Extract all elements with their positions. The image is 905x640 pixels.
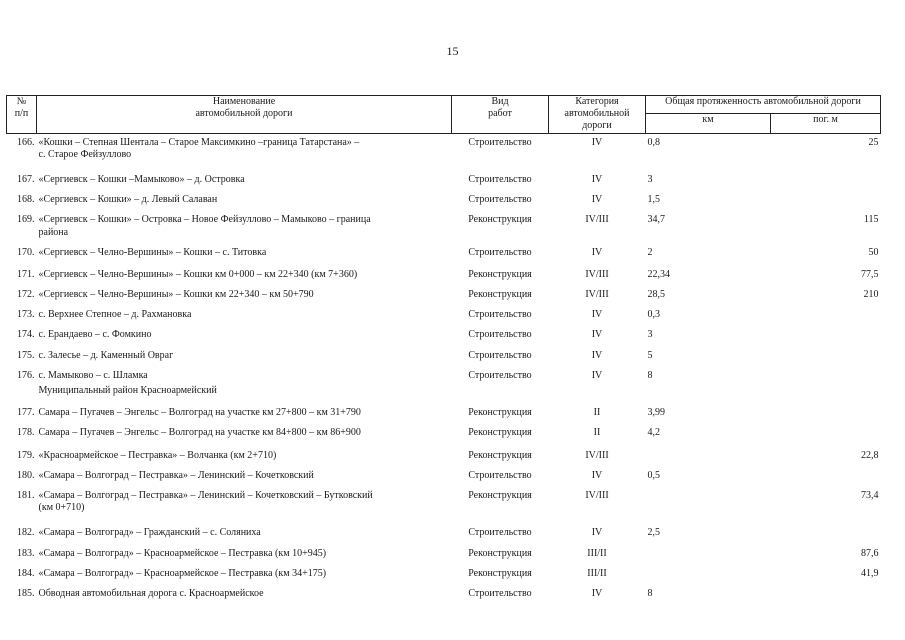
row-num: 167.: [17, 173, 35, 185]
row-num: 180.: [17, 469, 35, 481]
row-num: 175.: [17, 349, 35, 361]
row-km: 0,5: [647, 469, 660, 481]
row-num: 182.: [17, 527, 35, 539]
row-name: «Самара – Волгоград» – Гражданский – с. Соляниха: [38, 527, 261, 539]
row-name: Самара – Пугачев – Энгельс – Волгоград на участке км 27+800 – км 31+790: [38, 407, 361, 419]
row-name: Обводная автомобильная дорога с. Красноармейское: [38, 587, 264, 599]
table-row: [7, 321, 881, 341]
table-header: [7, 96, 881, 134]
row-num: 166.: [17, 136, 35, 148]
row-type: Строительство: [468, 369, 532, 381]
row-type: Реконструкция: [468, 427, 532, 439]
row-num: 183.: [17, 547, 35, 559]
row-name: «Сергиевск – Кошки» – Островка – Новое Фейзуллово – Мамыково – граница района: [38, 214, 371, 238]
row-type: Строительство: [468, 136, 532, 148]
table-row: [7, 440, 881, 462]
row-km: 2: [647, 246, 653, 258]
row-category: IV: [591, 136, 603, 148]
row-category: IV/III: [585, 489, 609, 501]
table-row: [7, 514, 881, 539]
header-type: Вид работ: [452, 96, 549, 134]
row-category: IV/III: [585, 289, 609, 301]
row-km: 0,8: [647, 136, 660, 148]
row-category: IV: [591, 246, 603, 258]
row-category: IV: [591, 469, 603, 481]
row-category: IV: [591, 173, 603, 185]
section-spacer: [7, 382, 37, 397]
row-type: Реконструкция: [468, 268, 532, 280]
row-km: 4,2: [647, 427, 660, 439]
row-type: Строительство: [468, 194, 532, 206]
row-name: «Самара – Волгоград» – Красноармейское – Пестравка (км 34+175): [38, 567, 327, 579]
row-category: IV/III: [585, 268, 609, 280]
row-category: II: [593, 427, 601, 439]
row-name: с. Верхнее Степное – д. Рахмановка: [38, 309, 192, 321]
row-km: [646, 482, 771, 514]
row-num: 185.: [17, 587, 35, 599]
row-type: Строительство: [468, 246, 532, 258]
row-num: 176.: [17, 369, 35, 381]
row-km: 28,5: [647, 289, 665, 301]
row-type: Реконструкция: [468, 567, 532, 579]
row-category: III/II: [587, 567, 607, 579]
row-m: [771, 580, 881, 600]
row-num: 171.: [17, 268, 35, 280]
row-category: IV/III: [585, 449, 609, 461]
row-km: 2,5: [647, 527, 660, 539]
table-row: [7, 560, 881, 580]
section-row: [7, 382, 881, 397]
row-name: «Самара – Волгоград – Пестравка» – Ленинский – Кочетковский: [38, 469, 314, 481]
row-km: 8: [647, 587, 653, 599]
row-category: IV: [591, 369, 603, 381]
table-row: [7, 397, 881, 419]
table-row: [7, 186, 881, 206]
table-row: [7, 540, 881, 560]
table-row: [7, 419, 881, 439]
table-row: [7, 482, 881, 514]
row-m: 115: [863, 214, 879, 226]
row-name: «Красноармейское – Пестравка» – Волчанка (км 2+710): [38, 449, 277, 461]
row-category: IV: [591, 349, 603, 361]
row-km: [646, 440, 771, 462]
row-name: Самара – Пугачев – Энгельс – Волгоград на участке км 84+800 – км 86+900: [38, 427, 361, 439]
row-num: 177.: [17, 407, 35, 419]
row-num: 170.: [17, 246, 35, 258]
row-name: «Кошки – Степная Шентала – Старое Максимкино –граница Татарстана» – с. Старое Фейзуллово: [38, 136, 360, 160]
table-row: [7, 259, 881, 281]
row-km: [646, 540, 771, 560]
row-num: 184.: [17, 567, 35, 579]
row-m: [771, 514, 881, 539]
header-name: Наименование автомобильной дороги: [37, 96, 452, 134]
row-m: 25: [868, 136, 879, 148]
table-row: [7, 281, 881, 301]
row-m: [771, 186, 881, 206]
row-type: Реконструкция: [468, 547, 532, 559]
row-name: «Самара – Волгоград» – Красноармейское – Пестравка (км 10+945): [38, 547, 327, 559]
row-km: 8: [647, 369, 653, 381]
row-name: «Сергиевск – Челно-Вершины» – Кошки – с. Титовка: [38, 246, 267, 258]
row-num: 168.: [17, 194, 35, 206]
row-type: Строительство: [468, 469, 532, 481]
row-category: III/II: [587, 547, 607, 559]
table-row: [7, 580, 881, 600]
row-m: [771, 397, 881, 419]
row-m: 41,9: [861, 567, 879, 579]
table-row: [7, 342, 881, 362]
row-m: [771, 342, 881, 362]
header-length: Общая протяженность автомобильной дороги: [646, 96, 881, 114]
row-type: Строительство: [468, 329, 532, 341]
row-m: 87,6: [861, 547, 879, 559]
row-km: 3: [647, 329, 653, 341]
table-row: [7, 239, 881, 259]
table-row: [7, 462, 881, 482]
row-m: 77,5: [861, 268, 879, 280]
roads-table: [6, 95, 881, 600]
row-name: с. Залесье – д. Каменный Овраг: [38, 349, 174, 361]
row-m: [771, 462, 881, 482]
section-title: Муниципальный район Красноармейский: [38, 385, 217, 396]
header-m: пог. м: [771, 114, 881, 133]
row-m: [771, 301, 881, 321]
row-category: IV: [591, 527, 603, 539]
row-category: II: [593, 407, 601, 419]
header-category: Категория автомобильной дороги: [549, 96, 646, 134]
row-category: IV/III: [585, 214, 609, 226]
row-type: Строительство: [468, 173, 532, 185]
table-row: [7, 133, 881, 161]
row-m: [771, 419, 881, 439]
row-km: 5: [647, 349, 653, 361]
row-m: 22,8: [861, 449, 879, 461]
row-num: 173.: [17, 309, 35, 321]
header-num: № п/п: [7, 96, 37, 134]
table-row: [7, 161, 881, 186]
row-km: 3: [647, 173, 653, 185]
row-name: с. Ерандаево – с. Фомкино: [38, 329, 152, 341]
row-num: 181.: [17, 489, 35, 501]
row-category: IV: [591, 194, 603, 206]
row-m: [771, 321, 881, 341]
row-m: 50: [868, 246, 879, 258]
row-km: [646, 560, 771, 580]
row-num: 172.: [17, 289, 35, 301]
row-type: Строительство: [468, 349, 532, 361]
row-km: 0,3: [647, 309, 660, 321]
row-type: Реконструкция: [468, 489, 532, 501]
row-category: IV: [591, 329, 603, 341]
row-km: 1,5: [647, 194, 660, 206]
page-number: 15: [446, 44, 459, 58]
row-name: «Сергиевск – Кошки –Мамыково» – д. Островка: [38, 173, 245, 185]
row-type: Реконструкция: [468, 289, 532, 301]
row-type: Реконструкция: [468, 449, 532, 461]
row-num: 178.: [17, 427, 35, 439]
row-name: «Сергиевск – Челно-Вершины» – Кошки км 0+000 – км 22+340 (км 7+360): [38, 268, 358, 280]
row-km: 3,99: [647, 407, 665, 419]
table-row: [7, 362, 881, 382]
row-name: «Сергиевск – Челно-Вершины» – Кошки км 22+340 – км 50+790: [38, 289, 314, 301]
table-body: [7, 133, 881, 600]
row-m: 210: [863, 289, 879, 301]
row-num: 179.: [17, 449, 35, 461]
row-type: Строительство: [468, 527, 532, 539]
row-type: Реконструкция: [468, 214, 532, 226]
table-row: [7, 206, 881, 238]
table-row: [7, 301, 881, 321]
row-km: 34,7: [647, 214, 665, 226]
row-num: 169.: [17, 214, 35, 226]
row-m: 73,4: [861, 489, 879, 501]
row-category: IV: [591, 309, 603, 321]
row-type: Строительство: [468, 309, 532, 321]
row-name: «Сергиевск – Кошки» – д. Левый Салаван: [38, 194, 218, 206]
row-name: с. Мамыково – с. Шламка: [38, 369, 148, 381]
row-num: 174.: [17, 329, 35, 341]
row-name: «Самара – Волгоград – Пестравка» – Ленинский – Кочетковский – Бутковский (км 0+710): [38, 489, 373, 514]
header-km: км: [646, 114, 771, 133]
row-km: 22,34: [647, 268, 670, 280]
row-m: [771, 161, 881, 186]
row-type: Реконструкция: [468, 407, 532, 419]
row-m: [771, 362, 881, 382]
row-category: IV: [591, 587, 603, 599]
row-type: Строительство: [468, 587, 532, 599]
